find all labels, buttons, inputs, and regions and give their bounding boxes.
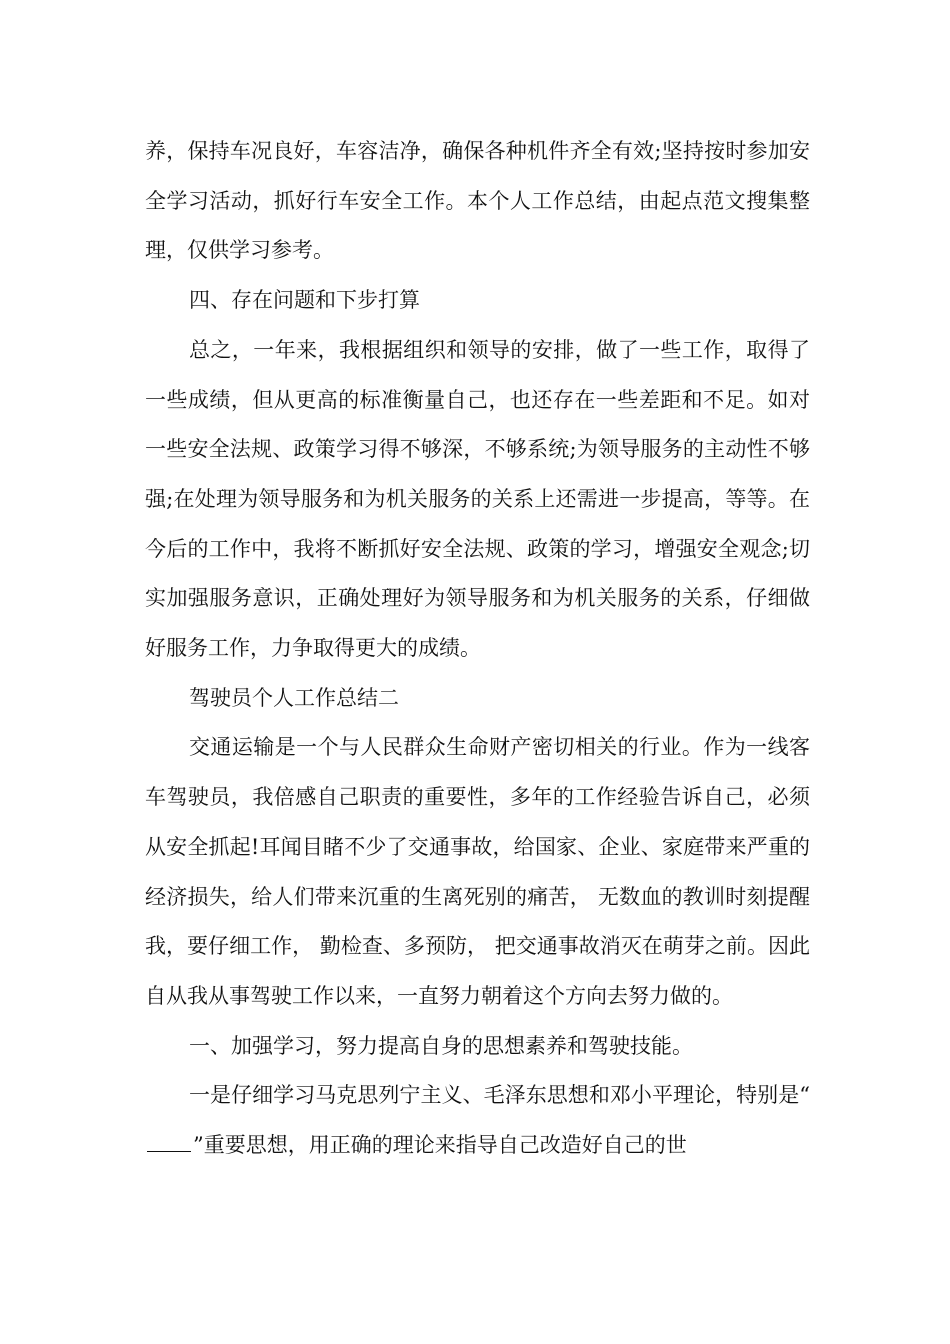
paragraph-traffic-safety: 交通运输是一个与人民群众生命财产密切相关的行业。作为一线客车驾驶员，我倍感自己职责的重要性，多年的工作经验告诉自己，必须从安全抓起!耳闻目睹不少了交通事故，给国家、企业、家庭带来严重的经济损失，给人们带来沉重的生离死别的痛苦， 无数血的教训时刻提醒我，要仔细工作， 勤检查、多预防， 把交通事故消灭在萌芽之前。因此自从我从事驾驶工作以来，一直努力朝着这个方向去努力做的。 <box>145 735 810 1008</box>
document-body <box>145 127 810 1171</box>
paragraph-theory-study-part1: 一是仔细学习马克思列宁主义、毛泽东思想和邓小平理论，特别是“ <box>189 1083 810 1108</box>
heading-problems-and-plans: 四、存在问题和下步打算 <box>189 288 420 313</box>
paragraph-summary: 总之，一年来，我根据组织和领导的安排，做了一些工作，取得了一些成绩，但从更高的标准衡量自己，也还存在一些差距和不足。如对一些安全法规、政策学习得不够深，不够系统;为领导服务的主动性不够强;在处理为领导服务和为机关服务的关系上还需进一步提高，等等。在今后的工作中，我将不断抓好安全法规、政策的学习，增强安全观念;切实加强服务意识，正确处理好为领导服务和为机关服务的关系，仔细做好服务工作，力争取得更大的成绩。 <box>145 337 810 661</box>
paragraph-theory-study <box>145 1071 810 1170</box>
fill-in-blank <box>147 1133 191 1152</box>
section-title-summary-two: 驾驶员个人工作总结二 <box>189 685 399 710</box>
paragraph-theory-study-part2: ”重要思想，用正确的理论来指导自己改造好自己的世 <box>193 1133 687 1158</box>
heading-strengthen-study: 一、加强学习，努力提高自身的思想素养和驾驶技能。 <box>189 1033 693 1058</box>
paragraph-vehicle-maintenance: 养，保持车况良好，车容洁净，确保各种机件齐全有效;坚持按时参加安全学习活动，抓好行车安全工作。本个人工作总结，由起点范文搜集整理，仅供学习参考。 <box>145 139 810 263</box>
